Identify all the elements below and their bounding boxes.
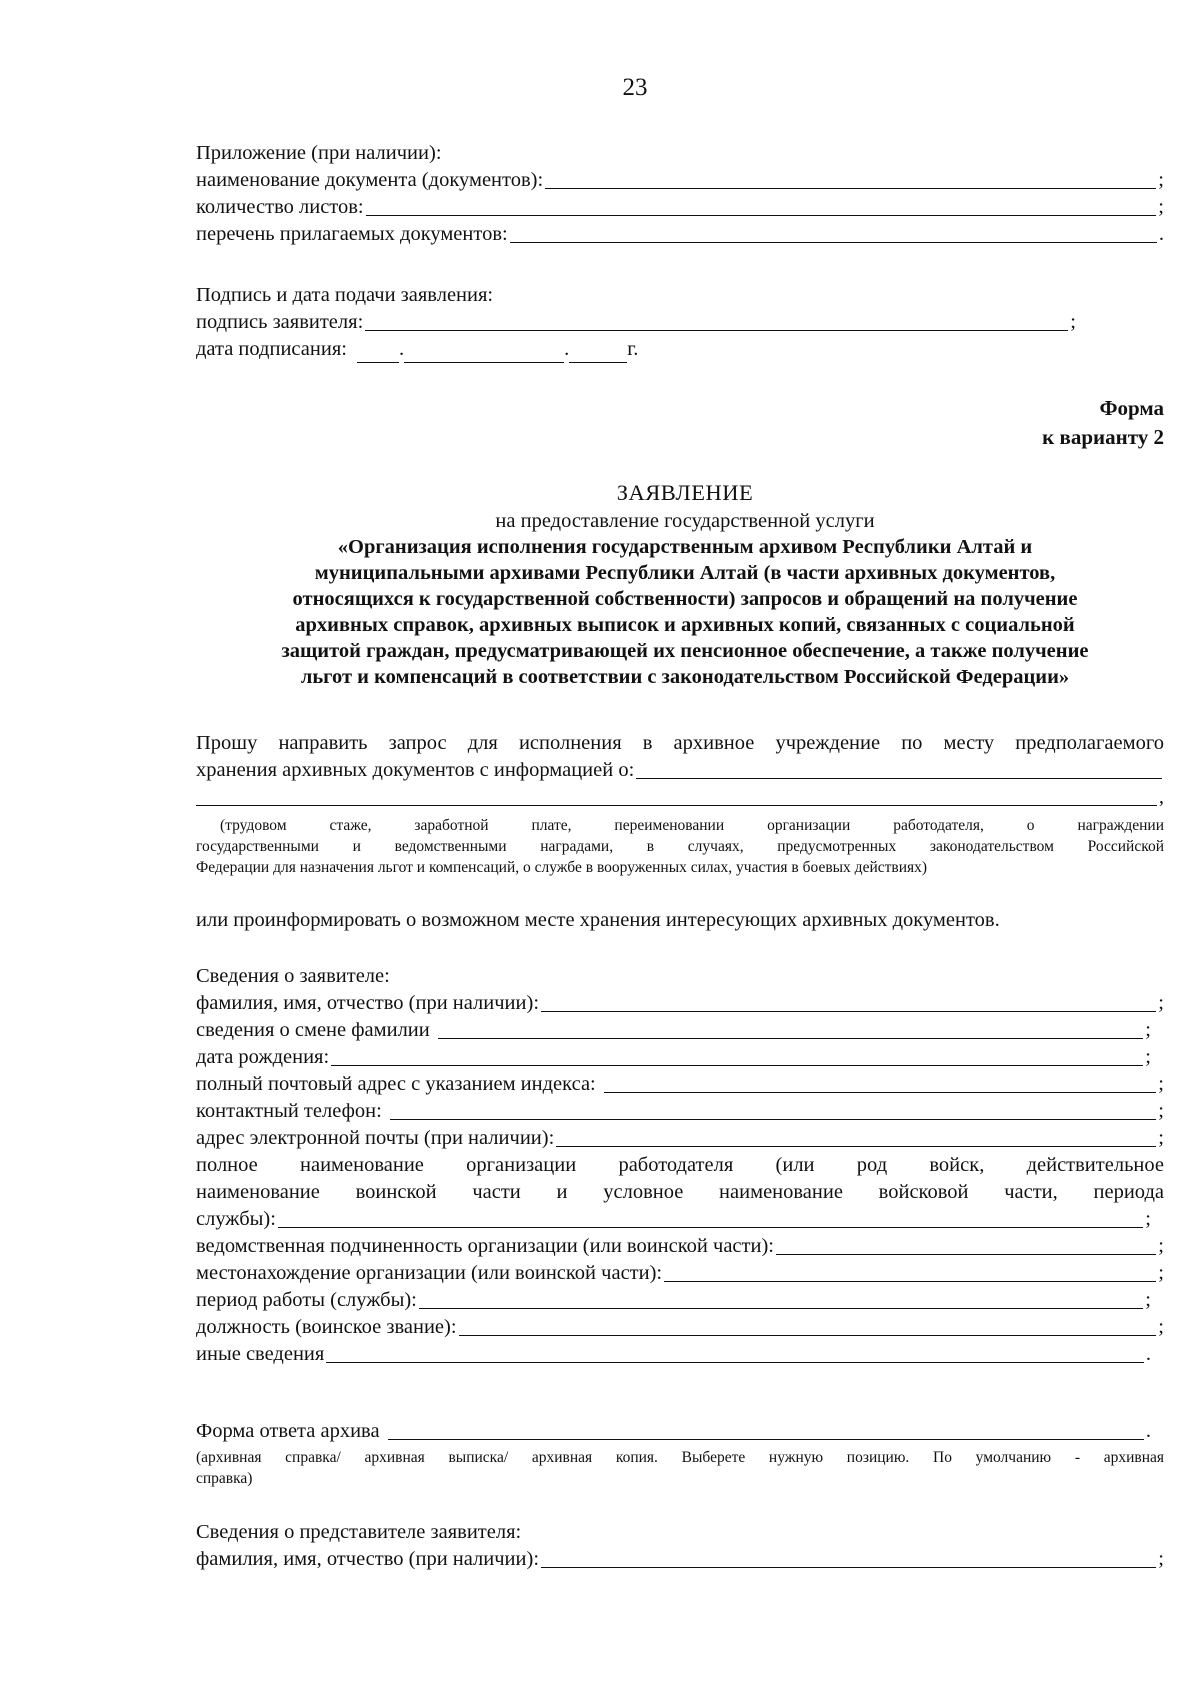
signer-signature-field[interactable]: подпись заявителя: ; (196, 311, 1076, 333)
birth-date-field[interactable]: дата рождения: ; (196, 1046, 1151, 1068)
applicant-section (196, 963, 1164, 1368)
date-month[interactable] (404, 342, 564, 363)
doc-name-field[interactable]: наименование документа (документов): ; (196, 169, 1164, 191)
request-info-field[interactable]: хранения архивных документов с информацией о: (196, 757, 1164, 784)
signature-section (196, 282, 1076, 363)
other-info-field[interactable]: иные сведения . (196, 1343, 1151, 1365)
sheets-field[interactable]: количество листов: ; (196, 196, 1164, 218)
representative-section (196, 1519, 1164, 1573)
page-number: 23 (622, 74, 648, 101)
or-inform-line: или проинформировать о возможном месте хранения интересующих архивных документов. (196, 909, 1000, 931)
applicant-fio-field[interactable]: фамилия, имя, отчество (при наличии): ; (196, 992, 1164, 1014)
representative-fio-field[interactable]: фамилия, имя, отчество (при наличии): ; (196, 1548, 1164, 1570)
date-day[interactable] (357, 342, 399, 363)
org-line2: наименование воинской части и условное наименование войсковой части, периода (196, 1181, 1164, 1203)
form-label-line2: к варианту 2 (1042, 425, 1164, 449)
request-section (196, 730, 1164, 811)
signing-date-field[interactable]: дата подписания: . . г. (196, 336, 1076, 363)
date-year[interactable] (569, 342, 627, 363)
attachment-heading: Приложение (при наличии): (196, 142, 442, 164)
note-line: государственными и ведомственными наградами, в случаях, предусмотренных законодательством Российской (196, 838, 1164, 855)
position-field[interactable]: должность (воинское звание): ; (196, 1316, 1164, 1338)
signature-heading: Подпись и дата подачи заявления: (196, 284, 494, 306)
response-note-line: (архивная справка/ архивная выписка/ архивная копия. Выберете нужную позицию. По умолчанию - архивная (196, 1449, 1164, 1466)
email-field[interactable]: адрес электронной почты (при наличии): ; (196, 1127, 1164, 1149)
org-service-field[interactable]: службы): ; (196, 1208, 1151, 1230)
title-line: защитой граждан, предусматривающей их пенсионное обеспечение, а также получение (281, 640, 1089, 662)
doc-list-field[interactable]: перечень прилагаемых документов: . (196, 223, 1164, 245)
phone-field[interactable]: контактный телефон: ; (196, 1100, 1164, 1122)
representative-heading: Сведения о представителе заявителя: (196, 1521, 522, 1543)
title-line: относящихся к государственной собственности) запросов и обращений на получение (292, 588, 1078, 610)
subordination-field[interactable]: ведомственная подчиненность организации (или воинской части): ; (196, 1235, 1164, 1257)
name-change-field[interactable]: сведения о смене фамилии ; (196, 1019, 1151, 1041)
address-field[interactable]: полный почтовый адрес с указанием индекса: ; (196, 1073, 1164, 1095)
org-line1: полное наименование организации работодателя (или род войск, действительное (196, 1154, 1164, 1176)
work-period-field[interactable]: период работы (службы): ; (196, 1289, 1151, 1311)
title-line: муниципальными архивами Республики Алтай (в части архивных документов, (314, 562, 1056, 584)
location-field[interactable]: местонахождение организации (или воинской части): ; (196, 1262, 1164, 1284)
request-line1: Прошу направить запрос для исполнения в архивное учреждение по месту предполагаемого (196, 732, 1164, 754)
note-line: Федерации для назначения льгот и компенсаций, о службе в вооруженных силах, участия в боевых действиях) (196, 859, 928, 876)
title-subtitle: на предоставление государственной услуги (495, 510, 875, 532)
title-line: архивных справок, архивных выписок и архивных копий, связанных с социальной (295, 614, 1075, 636)
response-note-line: справка) (196, 1470, 253, 1487)
attachment-section (196, 140, 1164, 248)
title-line: «Организация исполнения государственным архивом Республики Алтай и (337, 536, 1033, 558)
form-label (1042, 394, 1164, 452)
request-note (196, 815, 1164, 878)
title-heading: ЗАЯВЛЕНИЕ (616, 480, 754, 505)
or-inform-text (196, 907, 1164, 934)
title-line: льгот и компенсаций в соответствии с законодательством Российской Федерации» (300, 666, 1070, 688)
request-info-field-continued[interactable]: , (196, 784, 1164, 811)
applicant-heading: Сведения о заявителе: (196, 965, 390, 987)
response-form-field[interactable]: Форма ответа архива . (196, 1420, 1151, 1442)
application-title (180, 478, 1190, 690)
response-section (196, 1418, 1164, 1489)
note-line: (трудовом стаже, заработной плате, переименовании организации работодателя, о награждении (220, 817, 1164, 834)
form-label-line1: Форма (1099, 396, 1164, 420)
